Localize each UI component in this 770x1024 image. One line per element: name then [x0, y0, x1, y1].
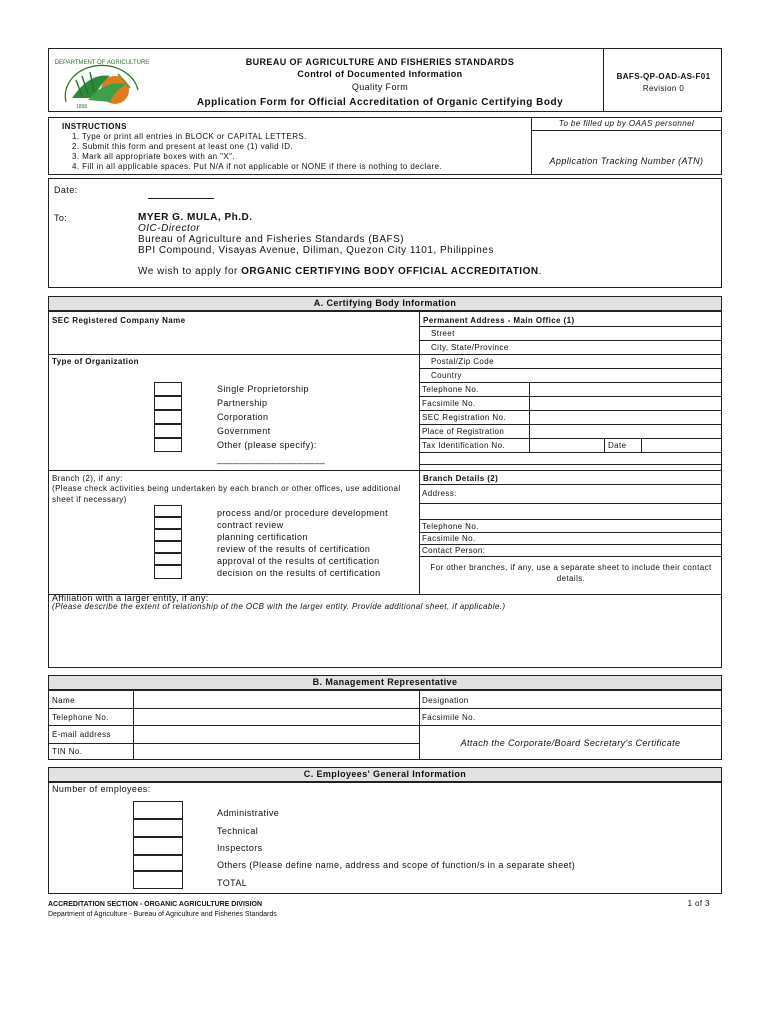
contact-divider	[529, 382, 530, 452]
employee-category: Inspectors	[217, 843, 263, 853]
row-line	[419, 326, 722, 327]
branch-contact-person-label: Contact Person:	[422, 546, 486, 555]
rep-telephone-label: Telephone No.	[52, 713, 109, 722]
apply-prefix: We wish to apply for	[138, 266, 242, 277]
org-type-label: Type of Organization	[52, 357, 139, 366]
row-line	[419, 519, 722, 520]
apply-accreditation: ORGANIC CERTIFYING BODY OFFICIAL ACCREDITATION	[241, 266, 539, 277]
quality-form-label: Quality Form	[351, 82, 409, 92]
activity-option: contract review	[217, 520, 284, 530]
branch-facsimile-label: Facsimile No.	[422, 534, 476, 543]
branch-label: Branch (2), if any:	[52, 474, 123, 483]
checkbox-partnership[interactable]	[154, 396, 182, 410]
logo-text: DEPARTMENT OF AGRICULTURE	[54, 60, 150, 66]
activity-option: process and/or procedure development	[217, 508, 388, 518]
org-type-option: Corporation	[217, 412, 269, 422]
row-line	[419, 503, 722, 504]
count-total-field[interactable]	[133, 871, 183, 889]
affiliation-note: (Please describe the extent of relationship of the OCB with the larger entity. Provide additional sheet, if applicable.)	[52, 602, 506, 611]
department-of-agriculture-logo	[54, 50, 150, 110]
checkbox-government[interactable]	[154, 424, 182, 438]
page-number: 1 of 3	[687, 899, 710, 908]
checkbox-decision-results[interactable]	[154, 565, 182, 579]
apply-statement	[138, 266, 542, 277]
count-technical-field[interactable]	[133, 819, 183, 837]
org-type-option: Government	[217, 426, 271, 436]
rep-tin-label: TIN No.	[52, 747, 83, 756]
instructions-title: INSTRUCTIONS	[62, 122, 127, 131]
row-line	[419, 484, 722, 485]
tin-date-label: Date	[608, 441, 627, 450]
addressee-position: OIC-Director	[138, 223, 201, 234]
branch-note: (Please check activities being undertaken by each branch or other offices, use additional sheet if necessary)	[52, 484, 401, 504]
row-line	[419, 438, 722, 439]
branch-top-line	[48, 470, 722, 471]
date-cell-left	[604, 438, 605, 452]
form-code: BAFS-QP-OAD-AS-F01	[616, 72, 711, 81]
address-country-label: Country	[431, 371, 462, 380]
place-registration-label: Place of Registration	[422, 427, 505, 436]
checkbox-approval-results[interactable]	[154, 553, 182, 565]
instruction-item: 4. Fill in all applicable spaces. Put N/A if not applicable or NONE if there is nothing to declare.	[72, 162, 442, 171]
telephone-label: Telephone No.	[422, 385, 479, 394]
tin-label: Tax Identification No.	[422, 441, 506, 450]
section-b-title: B. Management Representative	[48, 675, 722, 690]
checkbox-other[interactable]	[154, 438, 182, 452]
logo-year: 1898	[76, 104, 88, 110]
sec-name-label: SEC Registered Company Name	[52, 316, 186, 325]
employee-category: Technical	[217, 826, 259, 836]
sec-registration-label: SEC Registration No.	[422, 413, 507, 422]
section-c-title: C. Employees' General Information	[48, 767, 722, 782]
activity-option: review of the results of certification	[217, 544, 371, 554]
rep-email-label: E-mail address	[52, 730, 111, 739]
oaas-divider	[531, 130, 722, 131]
address-postal-label: Postal/Zip Code	[431, 357, 494, 366]
row-line	[48, 708, 722, 709]
apply-suffix: .	[538, 266, 542, 277]
checkbox-single-proprietorship[interactable]	[154, 382, 182, 396]
checkbox-process-development[interactable]	[154, 505, 182, 517]
checkbox-corporation[interactable]	[154, 410, 182, 424]
org-type-option: Other (please specify):	[217, 440, 317, 450]
activity-option: approval of the results of certification	[217, 556, 380, 566]
form-title: Application Form for Official Accreditation of Organic Certifying Body	[196, 97, 564, 108]
row-line	[419, 396, 722, 397]
sec-name-bottom	[48, 354, 419, 355]
date-cell-right	[641, 438, 642, 452]
address-title: Permanent Address - Main Office (1)	[423, 316, 575, 325]
org-type-option: Single Proprietorship	[217, 384, 309, 394]
employee-count-label: Number of employees:	[52, 784, 151, 794]
row-line	[419, 354, 722, 355]
atn-label[interactable]: Application Tracking Number (ATN)	[549, 156, 704, 166]
row-line	[48, 725, 722, 726]
employee-category: Administrative	[217, 808, 280, 818]
affiliation-label: Affiliation with a larger entity, if any:	[52, 593, 209, 603]
other-branches-note: For other branches, if any, use a separate sheet to include their contact details.	[430, 563, 712, 583]
activity-option: planning certification	[217, 532, 308, 542]
address-street-label: Street	[431, 329, 455, 338]
employee-category: Others (Please define name, address and scope of function/s in a separate sheet)	[217, 860, 576, 870]
instruction-item: 3. Mark all appropriate boxes with an "X".	[72, 152, 235, 161]
row-line	[419, 340, 722, 341]
control-label: Control of Documented Information	[297, 69, 463, 79]
rep-name-label: Name	[52, 696, 75, 705]
addressee-office: Bureau of Agriculture and Fisheries Standards (BAFS)	[138, 234, 405, 245]
row-line	[419, 424, 722, 425]
branch-details-title: Branch Details (2)	[423, 474, 499, 483]
row-line	[419, 556, 722, 557]
other-specify-field[interactable]: ____________________	[217, 454, 326, 464]
row-line	[48, 743, 419, 744]
row-line	[419, 464, 722, 465]
facsimile-label: Facsimile No.	[422, 399, 476, 408]
rep-facsimile-label: Facsimile No.	[422, 713, 476, 722]
row-line	[419, 368, 722, 369]
addressee-address: BPI Compound, Visayas Avenue, Diliman, Quezon City 1101, Philippines	[138, 245, 494, 256]
row-line	[419, 452, 722, 453]
instruction-item: 2. Submit this form and present at least one (1) valid ID.	[72, 142, 294, 151]
date-field[interactable]	[148, 198, 214, 199]
address-city-label: City, State/Province	[431, 343, 509, 352]
count-others-field[interactable]	[133, 855, 183, 871]
org-type-option: Partnership	[217, 398, 268, 408]
row-line	[419, 382, 722, 383]
row-line	[419, 532, 722, 533]
row-line	[419, 410, 722, 411]
employee-category: TOTAL	[217, 878, 248, 888]
checkbox-planning-certification[interactable]	[154, 529, 182, 541]
branch-address-label: Address:	[422, 489, 457, 498]
to-label: To:	[54, 213, 68, 223]
footer-division: ACCREDITATION SECTION - ORGANIC AGRICULTURE DIVISION	[48, 901, 263, 908]
oaas-note: To be filled up by OAAS personnel	[558, 119, 695, 128]
checkbox-contract-review[interactable]	[154, 517, 182, 529]
count-administrative-field[interactable]	[133, 801, 183, 819]
checkbox-review-results[interactable]	[154, 541, 182, 553]
branch-telephone-label: Telephone No.	[422, 522, 479, 531]
row-line	[419, 544, 722, 545]
count-inspectors-field[interactable]	[133, 837, 183, 855]
rep-designation-label: Designation	[422, 696, 469, 705]
revision-label: Revision 0	[642, 84, 685, 93]
agency-name: BUREAU OF AGRICULTURE AND FISHERIES STANDARDS	[245, 57, 515, 67]
activity-option: decision on the results of certification	[217, 568, 381, 578]
date-label: Date:	[54, 185, 78, 195]
addressee-name: MYER G. MULA, Ph.D.	[138, 212, 253, 223]
footer-department: Department of Agriculture - Bureau of Agriculture and Fisheries Standards	[48, 911, 277, 918]
attach-certificate-note: Attach the Corporate/Board Secretary's Certificate	[460, 738, 681, 748]
section-a-title: A. Certifying Body Information	[48, 296, 722, 311]
instruction-item: 1. Type or print all entries in BLOCK or CAPITAL LETTERS.	[72, 132, 307, 141]
